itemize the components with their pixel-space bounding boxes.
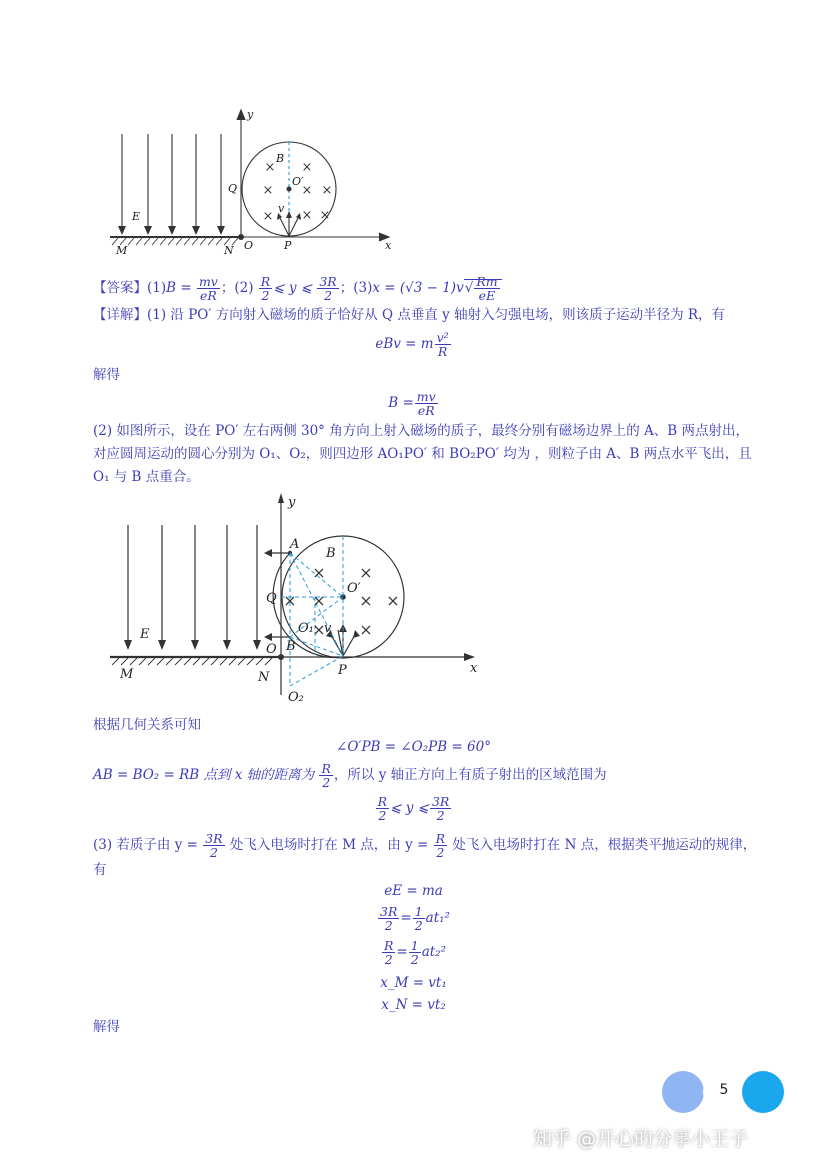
frac-den: 2 — [384, 952, 393, 967]
detail-tag: 【详解】 — [93, 307, 147, 323]
part3-you: 有 — [93, 862, 107, 878]
eq-c-equals: = — [396, 944, 408, 960]
detail-line-2a: (2) 如图所示，设在 PO′ 左右两侧 30° 角方向上射入磁场的质子，最终分别有磁场边界上的 A、B 两点射出， — [93, 423, 749, 439]
fig1-label-x: x — [385, 239, 392, 252]
fig2-label-n: N — [258, 670, 270, 685]
equation-1 — [0, 331, 827, 358]
answer-part3-lhs: x = (√3 − 1)v — [372, 280, 464, 296]
answer-part1-fraction — [197, 275, 220, 302]
fig2-label-q: Q — [266, 591, 277, 606]
jiede-1: 解得 — [93, 367, 120, 383]
eq-c-lhs-fraction — [382, 939, 395, 966]
frac-num: R — [435, 831, 446, 846]
frac-num: mv — [198, 274, 218, 289]
frac-num: 3R — [205, 831, 223, 846]
equation-ee-ma: eE = ma — [384, 883, 443, 899]
detail-line-1-text: (1) 沿 PO′ 方向射入磁场的质子恰好从 Q 点垂直 y 轴射入匀强电场，则该质子运动半径为 R，有 — [147, 307, 726, 323]
eq-c-coef-fraction — [409, 939, 421, 966]
fig1-label-m: M — [116, 244, 128, 257]
answer-part2-fraction-b — [317, 275, 338, 302]
fig2-label-o: O — [266, 642, 277, 657]
fig1-label-o-prime: O′ — [292, 175, 304, 188]
fig1-label-n: N — [224, 244, 234, 257]
answer-part2-mid: ⩽ y ⩽ — [273, 280, 313, 296]
part2-distance-post: ，所以 y 轴正方向上有质子射出的区域范围为 — [333, 767, 607, 783]
fig2-label-e: E — [140, 627, 150, 642]
part3-line-post: 处飞入电场时打在 N 点，根据类平抛运动的规律， — [452, 837, 757, 853]
answer-part2-fraction-a — [259, 275, 272, 302]
fig2-label-b-top: B — [326, 546, 336, 561]
detail-line-2c: O₁ 与 B 点重合。 — [93, 469, 200, 485]
equation-xm: x_M = vt₁ — [380, 975, 447, 991]
frac-den: 2 — [209, 845, 218, 860]
svg-text:×: × — [321, 183, 333, 198]
range-fraction-b — [430, 795, 451, 822]
answer-part1-prefix: (1) — [147, 280, 167, 296]
equation-2-fraction — [415, 390, 438, 417]
answer-line — [93, 275, 502, 302]
fig2-label-b-low: B — [286, 639, 296, 654]
answer-part3-sqrt: √ $\frac{Rm}{eE}$ — [464, 279, 502, 296]
eq-c-rhs: at₂² — [421, 944, 446, 960]
frac-num: R — [321, 761, 331, 776]
answer-sep2: ；(3) — [339, 280, 373, 296]
detail-line-1 — [93, 306, 725, 324]
frac-den: 2 — [436, 808, 445, 823]
frac-den: 2 — [414, 918, 423, 933]
svg-text:×: × — [359, 620, 373, 639]
frac-den: 2 — [322, 775, 331, 790]
equation-2-lhs: B = — [388, 395, 414, 411]
range-equation — [0, 795, 827, 822]
range-mid: ⩽ y ⩽ — [390, 800, 429, 816]
part3-line-mid: 处飞入电场时打在 M 点，由 y = — [229, 837, 429, 853]
answer-tag: 【答案】 — [93, 280, 147, 296]
part2-distance-pre: AB = BO₂ = RB 点到 x 轴的距离为 — [93, 767, 315, 783]
frac-num: 1 — [414, 904, 423, 919]
frac-den: 2 — [410, 952, 419, 967]
svg-text:×: × — [301, 160, 313, 175]
equation-3r-half — [0, 905, 827, 932]
eq-b-lhs-fraction — [378, 905, 399, 932]
frac-num: 3R — [319, 274, 337, 289]
frac-num: Rm — [476, 274, 498, 289]
frac-num: R — [384, 938, 394, 953]
part3-fraction-2 — [434, 832, 447, 859]
fig1-label-e: E — [132, 210, 141, 223]
part3-line — [93, 832, 756, 859]
svg-text:×: × — [262, 183, 274, 198]
frac-num: 1 — [410, 938, 419, 953]
frac-den: R — [437, 344, 448, 359]
fig2-label-x: x — [470, 661, 478, 676]
frac-den: eR — [417, 403, 435, 418]
angle-equation: ∠O′PB = ∠O₂PB = 60° — [336, 739, 491, 755]
svg-text:×: × — [386, 591, 400, 610]
part2-distance-fraction — [319, 762, 332, 789]
fig2-label-y: y — [288, 495, 296, 510]
equation-1-fraction — [435, 331, 451, 358]
frac-num: mv — [416, 389, 436, 404]
fig2-label-o2: O₂ — [288, 690, 304, 705]
svg-text:×: × — [264, 160, 276, 175]
fig2-label-a: A — [290, 537, 300, 552]
part3-fraction-1 — [203, 832, 224, 859]
eq-b-equals: = — [400, 910, 412, 926]
fig1-label-q: Q — [228, 182, 238, 195]
svg-text:×: × — [262, 209, 274, 224]
page-badge-right-circle — [742, 1071, 784, 1113]
frac-den: 2 — [436, 845, 445, 860]
svg-text:×: × — [319, 208, 331, 223]
range-fraction-a — [376, 795, 389, 822]
svg-text:×: × — [312, 563, 326, 582]
part3-line-pre: (3) 若质子由 y = — [93, 837, 198, 853]
frac-den: 2 — [378, 808, 387, 823]
fig1-label-y: y — [247, 108, 254, 121]
figure-2 — [100, 490, 490, 715]
frac-den: 2 — [261, 288, 270, 303]
fig2-label-p: P — [338, 663, 347, 678]
fig2-label-o1: O₁ — [298, 621, 314, 636]
svg-text:×: × — [301, 183, 313, 198]
equation-2 — [0, 390, 827, 417]
equation-xn: x_N = vt₂ — [381, 997, 446, 1013]
equation-1-lhs: eBv = m — [375, 336, 434, 352]
page-number: 5 — [719, 1082, 729, 1098]
frac-num: R — [377, 794, 388, 809]
fig1-label-b: B — [276, 152, 285, 165]
equation-r-half — [0, 939, 827, 966]
svg-text:×: × — [359, 591, 373, 610]
frac-num: v² — [436, 330, 449, 345]
svg-text:×: × — [312, 620, 326, 639]
frac-num: R — [260, 274, 271, 289]
detail-line-2b: 对应圆周运动的圆心分别为 O₁、O₂，则四边形 AO₁PO′ 和 BO₂PO′ 均为 ，则粒子由 A、B 两点水平飞出，且 — [93, 446, 752, 462]
answer-part3-fraction — [474, 275, 499, 302]
fig2-label-v: v — [324, 621, 332, 636]
part2-distance-line — [93, 762, 607, 789]
eq-b-rhs: at₁² — [425, 910, 450, 926]
fig1-label-o: O — [244, 239, 254, 252]
fig1-label-v: v — [278, 202, 285, 215]
answer-part1-lhs: B = — [166, 280, 192, 296]
frac-den: 2 — [384, 918, 393, 933]
jiede-2: 解得 — [93, 1019, 120, 1035]
frac-den: eR — [200, 288, 217, 303]
fig1-label-p: P — [284, 239, 292, 252]
svg-text:.: . — [250, 178, 252, 179]
watermark: 知乎 @开心的分享小王子 — [533, 1128, 749, 1150]
answer-sep1: ；(2) — [220, 280, 254, 296]
svg-text:×: × — [283, 591, 297, 610]
frac-den: eE — [478, 288, 496, 303]
svg-text:×: × — [312, 591, 326, 610]
frac-num: 3R — [380, 904, 398, 919]
frac-num: 3R — [431, 794, 450, 809]
svg-text:×: × — [359, 563, 373, 582]
frac-den: 2 — [324, 288, 333, 303]
svg-text:×: × — [301, 208, 313, 223]
fig2-label-o-prime: O′ — [347, 581, 361, 596]
page-badge-left-circle — [662, 1071, 704, 1113]
eq-b-coef-fraction — [413, 905, 425, 932]
figure-1 — [100, 100, 400, 260]
fig2-label-m: M — [120, 667, 134, 682]
geometry-intro: 根据几何关系可知 — [93, 717, 201, 733]
